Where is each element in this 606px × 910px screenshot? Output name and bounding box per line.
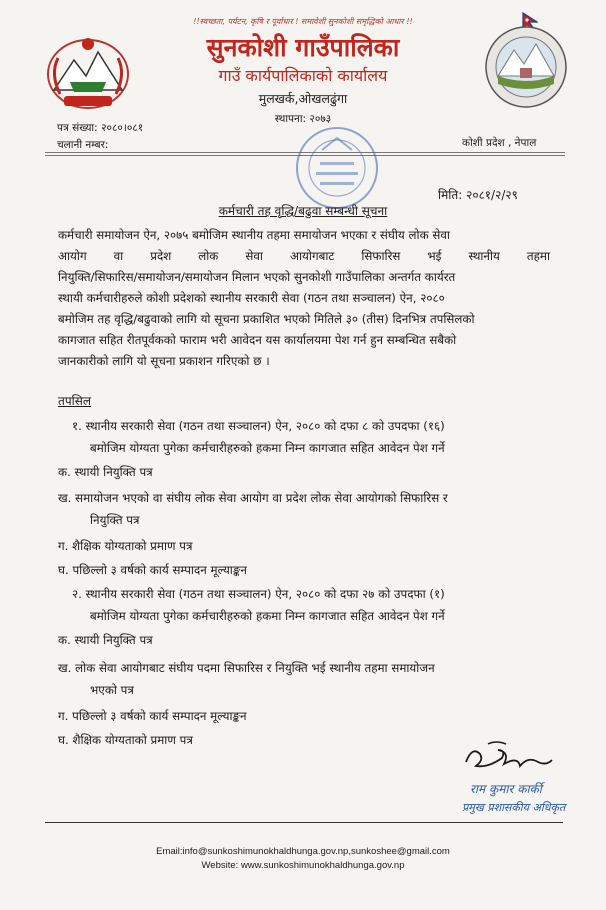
section2-line2: बमोजिम योग्यता पुगेका कर्मचारीहरुको हकमा निम्न कागजात सहित आवेदन पेश गर्ने (90, 609, 445, 623)
section1-item: ख. समायोजन भएको वा संघीय लोक सेवा आयोग वा प्रदेश लोक सेवा आयोगको सिफारिस र (58, 491, 448, 505)
section1-item: नियुक्ति पत्र (90, 513, 140, 527)
dispatch-number: चलानी नम्बर: (57, 139, 109, 151)
body-line: बमोजिम तह वृद्धि/बढुवाको लागि यो सूचना प्रकाशित भएको मितिले ३० (तीस) दिनभित्र तपसिलको (58, 312, 475, 326)
letter-number: पत्र संख्या: २०८०।०८१ (57, 122, 144, 134)
established-year: स्थापना: २०७३ (274, 113, 332, 125)
body-line: जानकारीको लागि यो सूचना प्रकाशन गरिएको छ । (58, 354, 270, 368)
section1-line1: १. स्थानीय सरकारी सेवा (गठन तथा सञ्चालन) ऐन, २०८० को दफा ८ को उपदफा (१६) (72, 419, 445, 433)
section2-item: भएको पत्र (90, 683, 134, 697)
section2-line1: २. स्थानीय सरकारी सेवा (गठन तथा सञ्चालन) ऐन, २०८० को दफा २७ को उपदफा (१) (72, 587, 445, 601)
notice-body (58, 225, 550, 372)
body-line: कागजात सहित रीतपूर्वकको फाराम भरी आवेदन यस कार्यालयमा पेश गर्न हुन सम्बन्धित सबैको (58, 333, 457, 347)
section1-item: ग. शैक्षिक योग्यताको प्रमाण पत्र (58, 539, 193, 553)
signature-icon (458, 736, 558, 776)
section2-item: क. स्थायी नियुक्ति पत्र (58, 633, 153, 647)
letterhead-slogan: !!स्वच्छता, पर्यटन, कृषि र पूर्वाधार ! समावेशी सुनकोशी समृद्धिको आधार !! (193, 17, 413, 26)
office-address: मुलखर्क,ओखलढुंगा (258, 91, 348, 106)
notice-date: मिति: २०८१/२/२९ (438, 188, 518, 202)
footer-divider (45, 822, 563, 823)
section2-item: ख. लोक सेवा आयोगबाट संघीय पदमा सिफारिस र नियुक्ति भई स्थानीय तहमा समायोजन (58, 661, 435, 675)
signatory-designation: प्रमुख प्रशासकीय अधिकृत (462, 801, 566, 814)
body-line: आयोग वा प्रदेश लोक सेवा आयोगबाट सिफारिस भई स्थानीय तहमा (58, 249, 550, 263)
footer-email[interactable]: Email:info@sunkoshimunokhaldhunga.gov.np,sunkoshee@gmail.com (156, 846, 450, 857)
notice-subject: कर्मचारी तह वृद्धि/बढुवा सम्बन्धी सूचना (218, 204, 388, 218)
section1-item: घ. पछिल्लो ३ वर्षको कार्य सम्पादन मूल्याङ्कन (58, 563, 247, 577)
tapasil-heading: तपसिल (58, 394, 92, 408)
section1-item: क. स्थायी नियुक्ति पत्र (58, 465, 153, 479)
body-line: नियुक्ति/सिफारिस/समायोजन/समायोजन मिलान भएको सुनकोशी गाउँपालिका अन्तर्गत कार्यरत (58, 270, 456, 284)
signatory-name: राम कुमार कार्की (470, 782, 542, 796)
body-line: कर्मचारी समायोजन ऐन, २०७५ बमोजिम स्थानीय तहमा समायोजन भएका र संघीय लोक सेवा (58, 228, 450, 242)
province-label: कोशी प्रदेश , नेपाल (462, 137, 537, 149)
office-title: सुनकोशी गाउँपालिका (206, 33, 400, 62)
office-subtitle: गाउँ कार्यपालिकाको कार्यालय (218, 66, 388, 85)
section2-item: ग. पछिल्लो ३ वर्षको कार्य सम्पादन मूल्याङ्कन (58, 709, 247, 723)
section1-line2: बमोजिम योग्यता पुगेका कर्मचारीहरुको हकमा निम्न कागजात सहित आवेदन पेश गर्ने (90, 441, 445, 455)
body-line: स्थायी कर्मचारीहरुले कोशी प्रदेशको स्थानीय सरकारी सेवा (गठन तथा सञ्चालन) ऐन, २०८० (58, 291, 445, 305)
section2-item: घ. शैक्षिक योग्यताको प्रमाण पत्र (58, 733, 193, 747)
reference-block (57, 120, 143, 154)
footer-website[interactable]: Website: www.sunkoshimunokhaldhunga.gov.np (201, 860, 405, 871)
